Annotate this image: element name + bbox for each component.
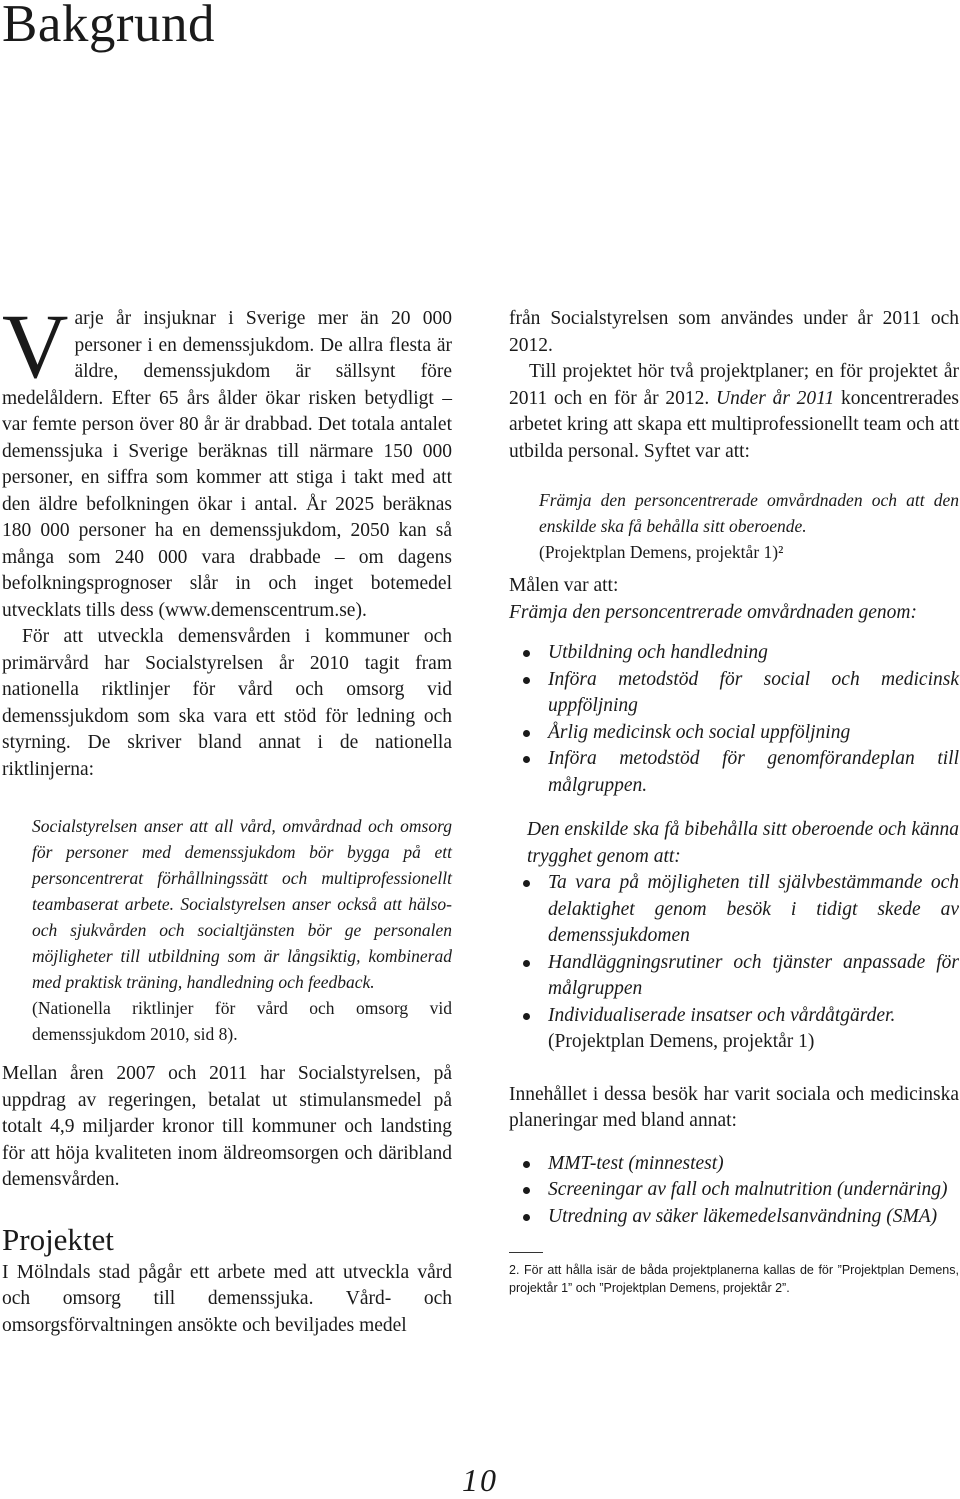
- list-item: Screeningar av fall och malnutrition (undernäring): [509, 1177, 959, 1204]
- independence-list: [509, 870, 959, 1029]
- guidelines-paragraph: För att utveckla demensvården i kommuner och primärvård har Socialstyrelsen år 2010 tagit fram nationella riktlinjer för vård och omsorg vid demenssjukdom som ska vara ett stöd för ledning och styrning. De skriver bland annat i de nationella riktlinjerna:: [2, 626, 452, 780]
- drop-cap: V: [2, 295, 69, 397]
- guidelines-citation: (Nationella riktlinjer för vård och omsorg vid demenssjukdom 2010, sid 8).: [32, 998, 452, 1044]
- visits-intro: Innehållet i dessa besök har varit sociala och medicinska planeringar med bland annat:: [509, 1083, 959, 1131]
- project-plans-text: Till projektet hör två projektplaner; en för projektet år 2011 och en för år 2012.: [509, 361, 959, 409]
- funding-paragraph: Mellan åren 2007 och 2011 har Socialstyrelsen, på uppdrag av regeringen, betalat ut stimulansmedel på totalt 4,9 miljarder kronor till kommuner och landsting för att höja kvaliteten inom äldreomsorgen och däribland demensvården.: [2, 1063, 452, 1190]
- project-plans-rest: koncentrerades arbetet kring att skapa ett multiprofessionellt team och att utbilda personal. Syftet var att:: [509, 387, 960, 462]
- guidelines-quote: Socialstyrelsen anser att all vård, omvårdnad och omsorg för personer med demenssjukdom bör bygga på ett personcentrerat förhållningssätt och multiprofessionellt teambaserat arbete. Socialstyrelsen anser också att hälso- och sjukvården och socialtjänsten bör ge personalen möjligheter till utbildning som är långsiktig, kombinerad med praktisk träning, handledning och feedback.: [32, 816, 452, 992]
- project-plans-year: Under år 2011: [716, 387, 835, 409]
- footnote-divider: [509, 1252, 543, 1253]
- right-column: [509, 306, 959, 1297]
- list-item: Årlig medicinsk och social uppföljning: [509, 720, 959, 747]
- project-plans-paragraph: [509, 359, 959, 465]
- purpose-quote: Främja den personcentrerade omvårdnaden och att den enskilde ska få behålla sitt oberoende.: [539, 490, 959, 536]
- independence-intro: Den enskilde ska få bibehålla sitt oberoende och känna trygghet genom att:: [527, 819, 959, 867]
- list-item: Ta vara på möjligheten till självbestämmande och delaktighet genom besök i tidigt skede av demenssjukdomen: [509, 870, 959, 950]
- page-title: Bakgrund: [2, 0, 216, 53]
- list-item: Utbildning och handledning: [509, 640, 959, 667]
- intro-paragraph-wrap: [2, 295, 452, 624]
- goals-intro: Målen var att:: [509, 575, 619, 596]
- independence-citation: (Projektplan Demens, projektår 1): [548, 1031, 815, 1052]
- goals-list: [509, 640, 959, 799]
- list-item: MMT-test (minnestest): [509, 1151, 959, 1178]
- left-column: [2, 295, 452, 1339]
- continuation-paragraph: från Socialstyrelsen som användes under år 2011 och 2012.: [509, 308, 959, 356]
- list-item: Handläggningsrutiner och tjänster anpassade för målgruppen: [509, 950, 959, 1003]
- list-item: Individualiserade insatser och vårdåtgärder.: [509, 1003, 959, 1030]
- purpose-citation: (Projektplan Demens, projektår 1)²: [539, 542, 784, 562]
- footnote: 2. För att hålla isär de båda projektplanerna kallas de för ”Projektplan Demens, projektår 1” och ”Projektplan Demens, projektår 2”.: [509, 1263, 959, 1295]
- page-number: 10: [462, 1462, 498, 1498]
- visits-list: [509, 1151, 959, 1231]
- goals-subtitle: Främja den personcentrerade omvårdnaden genom:: [509, 601, 917, 623]
- project-paragraph: I Mölndals stad pågår ett arbete med att utveckla vård och omsorg till demenssjuka. Vård- och omsorgsförvaltningen ansökte och beviljades medel: [2, 1261, 452, 1336]
- list-item: Införa metodstöd för social och medicinsk uppföljning: [509, 667, 959, 720]
- list-item: Införa metodstöd för genomförandeplan till målgruppen.: [509, 746, 959, 799]
- intro-paragraph: arje år insjuknar i Sverige mer än 20 000 personer i en demenssjukdom. De allra flesta är äldre, demenssjukdom är sällsynt före medelåldern. Efter 65 års ålder ökar risken betydligt – var femte person över 80 år är drabbad. Det totala antalet demenssjuka i Sverige beräknas till närmare 150 000 personer, en siffra som kommer att stiga i takt med att den äldre befolkningen ökar i antal. År 2025 beräknas 180 000 personer ha en demenssjukdom, 2050 kan så många som 240 000 vara drabbade – om dagens befolkningsprognoser slår in och inget botemedel utvecklats tills dess (www.demenscentrum.se).: [2, 308, 452, 621]
- section-heading-projektet: Projektet: [2, 1221, 114, 1257]
- list-item: Utredning av säker läkemedelsanvändning (SMA): [509, 1204, 959, 1231]
